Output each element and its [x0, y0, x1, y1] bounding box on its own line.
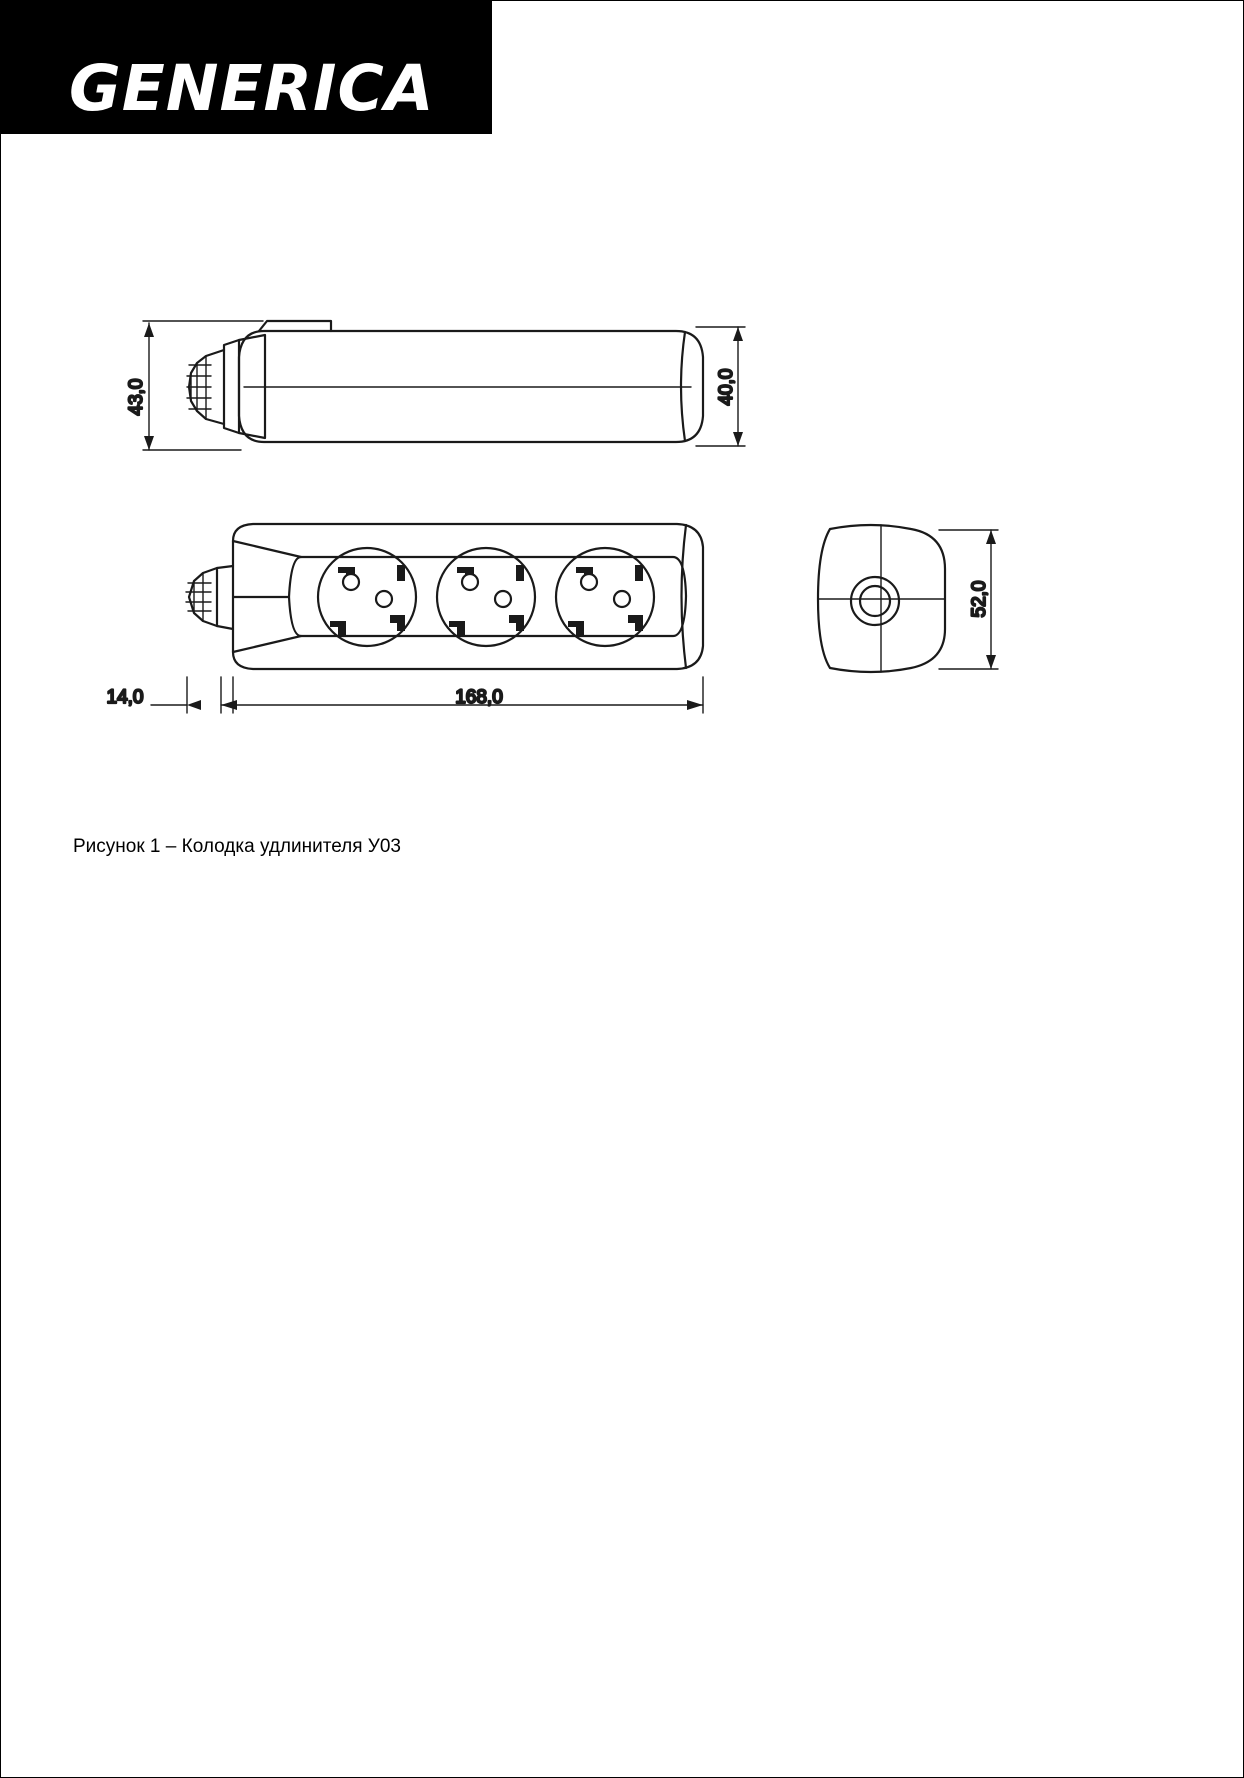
- socket-1: [318, 548, 416, 646]
- socket-2: [437, 548, 535, 646]
- side-view-outline: [187, 321, 703, 442]
- dimension-label-43: 43,0: [126, 378, 147, 416]
- technical-drawing: [1, 1, 1244, 1778]
- brand-logo-text: GENERICA: [69, 52, 435, 125]
- dimension-label-40: 40,0: [716, 368, 737, 406]
- top-view-outline: [186, 524, 703, 669]
- figure-caption: Рисунок 1 – Колодка удлинителя У03: [73, 836, 402, 857]
- dimension-label-52: 52,0: [969, 580, 990, 618]
- socket-3: [556, 548, 654, 646]
- dimension-label-168: 168,0: [455, 687, 503, 708]
- end-view-outline: [818, 525, 945, 672]
- dimension-label-14: 14,0: [106, 687, 144, 708]
